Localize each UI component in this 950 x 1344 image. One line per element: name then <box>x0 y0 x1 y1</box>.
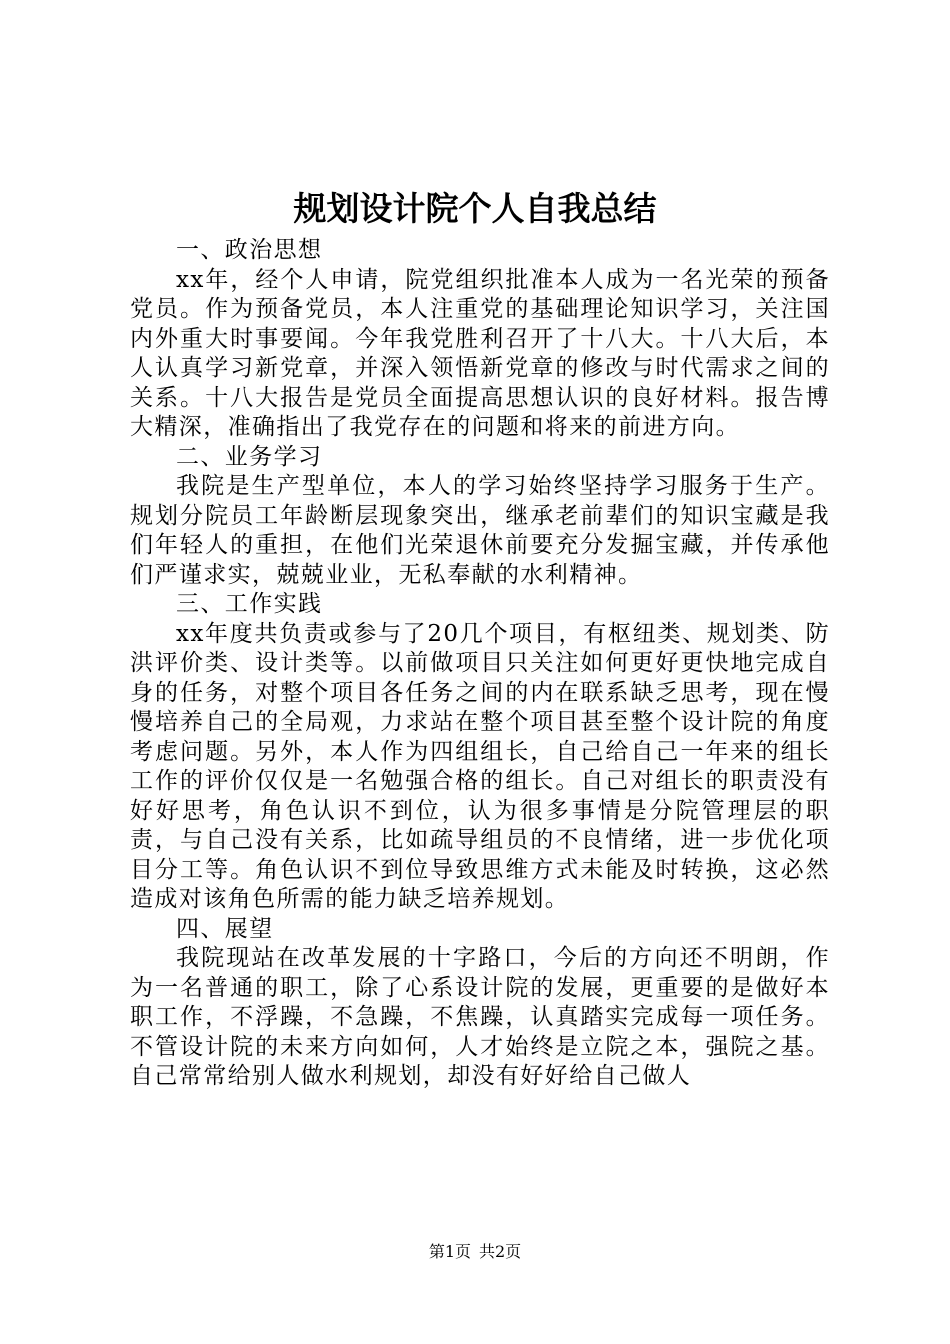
section-paragraph-practice: xx年度共负责或参与了20几个项目，有枢纽类、规划类、防洪评价类、设计类等。以前做项目只关注如何更好更快地完成自身的任务，对整个项目各任务之间的内在联系缺乏思考，现在慢慢培养自己的全局观，力求站在整个项目甚至整个设计院的角度考虑问题。另外，本人作为四组组长，自己给自己一年来的组长工作的评价仅仅是一名勉强合格的组长。自己对组长的职责没有好好思考，角色认识不到位，认为很多事情是分院管理层的职责，与自己没有关系，比如疏导组员的不良情绪，进一步优化项目分工等。角色认识不到位导致思维方式未能及时转换，这必然造成对该角色所需的能力缺乏培养规划。 <box>130 620 830 912</box>
section-heading-practice: 三、工作实践 <box>176 591 323 617</box>
page-number-current: 第1页 <box>428 1242 471 1261</box>
page-footer <box>0 1241 950 1263</box>
section-paragraph-outlook: 我院现站在改革发展的十字路口，今后的方向还不明朗，作为一名普通的职工，除了心系设计院的发展，更重要的是做好本职工作，不浮躁，不急躁，不焦躁，认真踏实完成每一项任务。不管设计院的未来方向如何，人才始终是立院之本，强院之基。自己常常给别人做水利规划，却没有好好给自己做人 <box>130 945 830 1089</box>
document-body <box>130 236 830 1092</box>
document-title: 规划设计院个人自我总结 <box>293 189 657 228</box>
section-paragraph-study: 我院是生产型单位，本人的学习始终坚持学习服务于生产。规划分院员工年龄断层现象突出，继承老前辈们的知识宝藏是我们年轻人的重担，在他们光荣退休前要充分发掘宝藏，并传承他们严谨求实，兢兢业业，无私奉献的水利精神。 <box>130 473 830 588</box>
section-heading-outlook: 四、展望 <box>176 915 274 942</box>
section-heading-politics: 一、政治思想 <box>176 237 323 263</box>
section-heading-study: 二、业务学习 <box>176 443 323 470</box>
section-paragraph-politics: xx年，经个人申请，院党组织批准本人成为一名光荣的预备党员。作为预备党员，本人注重党的基础理论知识学习，关注国内外重大时事要闻。今年我党胜利召开了十八大。十八大后，本人认真学习新党章，并深入领悟新党章的修改与时代需求之间的关系。十八大报告是党员全面提高思想认识的良好材料。报告博大精深，准确指出了我党存在的问题和将来的前进方向。 <box>130 266 830 440</box>
page-number-total: 共2页 <box>479 1242 522 1261</box>
